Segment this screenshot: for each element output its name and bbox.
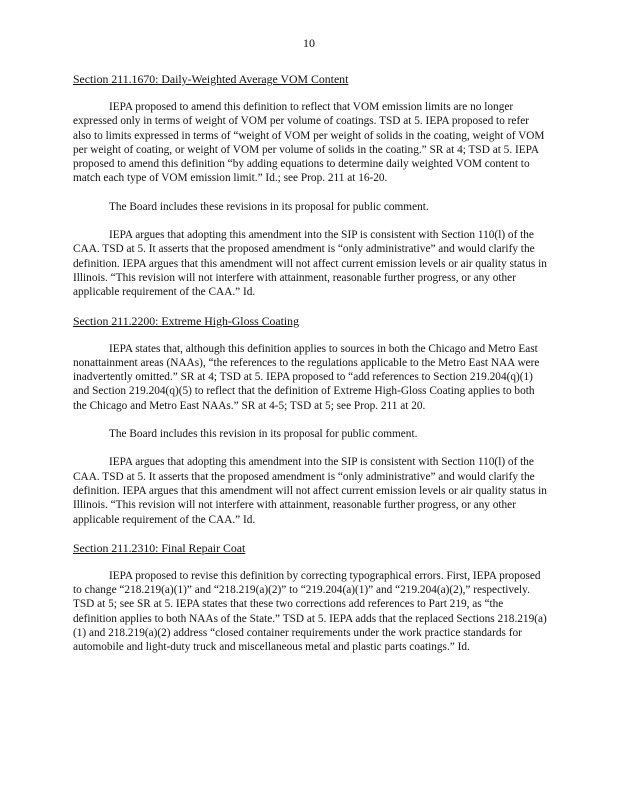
paragraph: IEPA proposed to amend this definition to reflect that VOM emission limits are no longer expressed only in terms of weight of VOM per volume of coatings. TSD at 5. IEPA proposed to refer also to limits expressed in terms of “weight of VOM per weight of solids in the coating, weight of VOM per weight of coating, or weight of VOM per volume of solids in the coating.” SR at 4; TSD at 5. IEPA proposed to amend this definition “by adding equations to determine daily weighted VOM content to match each type of VOM emission limit.” Id.; see Prop. 211 at 16-20. — [73, 101, 545, 185]
section-211-2310 — [73, 541, 547, 655]
section-heading: Section 211.1670: Daily-Weighted Average VOM Content — [73, 72, 349, 86]
paragraph: IEPA states that, although this definition applies to sources in both the Chicago and Metro East nonattainment areas (NAAs), “the references to the regulations applicable to the Metro East NAA were inadvertently omitted.” SR at 4; TSD at 5. IEPA proposed to “add references to Section 219.204(q)(1) and Section 219.204(q)(5) to reflect that the definition of Extreme High-Gloss Coating applies to both the Chicago and Metro East NAAs.” SR at 4-5; TSD at 5; see Prop. 211 at 20. — [73, 342, 540, 412]
section-211-2200 — [73, 314, 547, 527]
paragraph: IEPA argues that adopting this amendment into the SIP is consistent with Section 110(l) of the CAA. TSD at 5. It asserts that the proposed amendment is “only administrative” and would clarify the definition. IEPA argues that this amendment will not affect current emission levels or air quality status in Illinois. “This revision will not interfere with attainment, reasonable further progress, or any other applicable requirement of the CAA.” Id. — [73, 456, 547, 526]
paragraph: The Board includes this revision in its proposal for public comment. — [109, 428, 418, 441]
page-number: 10 — [303, 36, 315, 50]
paragraph: IEPA argues that adopting this amendment into the SIP is consistent with Section 110(l) of the CAA. TSD at 5. It asserts that the proposed amendment is “only administrative” and would clarify the definition. IEPA argues that this amendment will not affect current emission levels or air quality status in Illinois. “This revision will not interfere with attainment, reasonable further progress, or any other applicable requirement of the CAA.” Id. — [73, 229, 547, 299]
section-211-1670 — [73, 72, 547, 300]
document-body — [73, 72, 547, 669]
paragraph: IEPA proposed to revise this definition by correcting typographical errors. First, IEPA proposed to change “218.219(a)(1)” and “218.219(a)(2)” to “219.204(a)(1)” and “219.204(a)(2),” respectively. TSD at 5; see SR at 5. IEPA states that these two corrections add references to Part 219, as “the definition applies to both NAAs of the State.” TSD at 5. IEPA adds that the replaced Sections 218.219(a)(1) and 218.219(a)(2) address “closed container requirements under the work practice standards for automobile and light-duty truck and miscellaneous metal and plastic parts coatings.” Id. — [73, 569, 547, 654]
section-heading: Section 211.2310: Final Repair Coat — [73, 540, 246, 555]
section-heading: Section 211.2200: Extreme High-Gloss Coating — [73, 313, 299, 328]
paragraph: The Board includes these revisions in its proposal for public comment. — [109, 200, 429, 213]
